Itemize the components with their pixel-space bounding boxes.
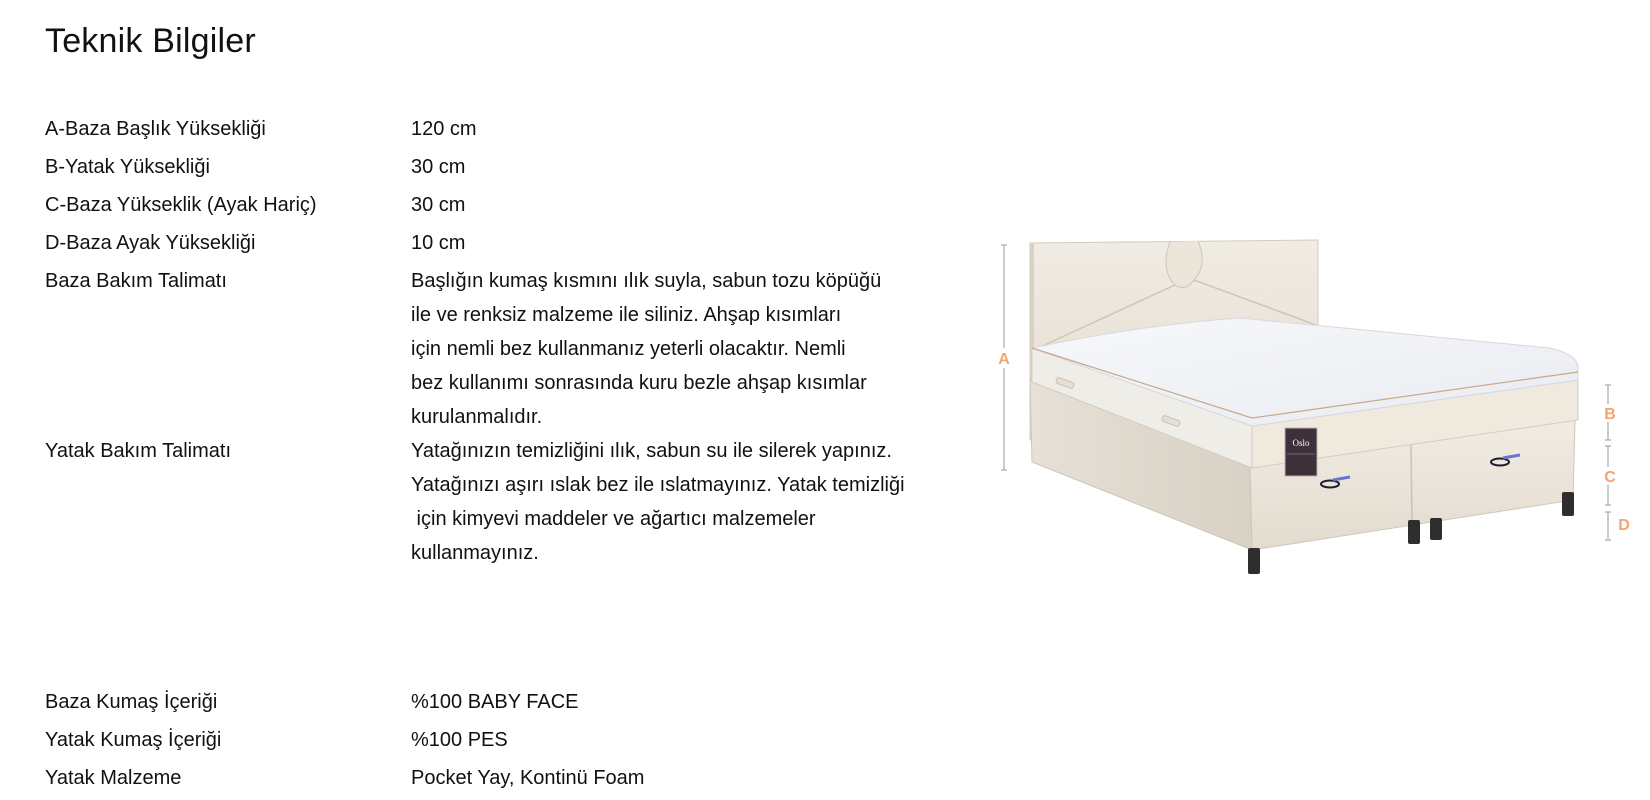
- spec-table: [45, 110, 945, 570]
- bed-leg: [1408, 520, 1420, 544]
- spec-value: Pocket Yay, Kontinü Foam: [411, 767, 645, 789]
- spec-label: Yatak Kumaş İçeriği: [45, 729, 222, 751]
- page-title: Teknik Bilgiler: [45, 22, 256, 60]
- spec-value: %100 PES: [411, 729, 508, 751]
- spec-row-base-fabric: [45, 683, 945, 721]
- spec-value-paragraph: [411, 434, 941, 570]
- spec-row-headboard-height: [45, 110, 945, 148]
- spec-label: D-Baza Ayak Yüksekliği: [45, 232, 256, 254]
- paragraph-line: kurulanmalıdır.: [411, 406, 543, 428]
- spec-label: Baza Kumaş İçeriği: [45, 691, 218, 713]
- bed-dimension-diagram: [990, 230, 1650, 600]
- dimension-label-c: C: [1604, 469, 1616, 486]
- paragraph-line: ile ve renksiz malzeme ile siliniz. Ahşap kısımları: [411, 304, 842, 326]
- spec-value: 30 cm: [411, 194, 466, 216]
- dimension-label-d: D: [1618, 517, 1630, 534]
- paragraph-line: için kimyevi maddeler ve ağartıcı malzemeler: [411, 508, 816, 530]
- spec-row-leg-height: [45, 224, 945, 262]
- spec-row-mattress-height: [45, 148, 945, 186]
- paragraph-line: Başlığın kumaş kısmını ılık suyla, sabun tozu köpüğü: [411, 270, 882, 292]
- paragraph-line: için nemli bez kullanmanız yeterli olacaktır. Nemli: [411, 338, 846, 360]
- dimension-label-a: A: [998, 351, 1010, 368]
- spec-row-mattress-material: [45, 759, 945, 797]
- spec-row-mattress-fabric: [45, 721, 945, 759]
- dimension-label-b: B: [1604, 406, 1616, 423]
- bed-illustration: [990, 230, 1650, 600]
- product-tag-text: Oslo: [1292, 438, 1310, 448]
- spec-value: 30 cm: [411, 156, 466, 178]
- bed-leg: [1562, 492, 1574, 516]
- bed-leg: [1248, 548, 1260, 574]
- paragraph-line: Yatağınızın temizliğini ılık, sabun su ile silerek yapınız.: [411, 440, 892, 462]
- material-table: [45, 683, 945, 797]
- dimension-d: [1605, 512, 1630, 540]
- product-tag: [1285, 428, 1317, 476]
- spec-label: Baza Bakım Talimatı: [45, 270, 227, 292]
- dimension-b: [1601, 385, 1617, 440]
- spec-value: %100 BABY FACE: [411, 691, 579, 713]
- dimension-a: [996, 245, 1012, 470]
- spec-row-base-height: [45, 186, 945, 224]
- spec-label: Yatak Malzeme: [45, 767, 182, 789]
- spec-label: Yatak Bakım Talimatı: [45, 440, 231, 462]
- spec-label: A-Baza Başlık Yüksekliği: [45, 118, 266, 140]
- spec-value: 120 cm: [411, 118, 477, 140]
- spec-row-mattress-care: [45, 434, 945, 570]
- spec-label: B-Yatak Yüksekliği: [45, 156, 210, 178]
- spec-value: 10 cm: [411, 232, 466, 254]
- paragraph-line: Yatağınızı aşırı ıslak bez ile ıslatmayınız. Yatak temizliği: [411, 474, 905, 496]
- spec-value-paragraph: [411, 264, 941, 434]
- spec-label: C-Baza Yükseklik (Ayak Hariç): [45, 194, 317, 216]
- spec-row-base-care: [45, 264, 945, 434]
- paragraph-line: kullanmayınız.: [411, 542, 539, 564]
- paragraph-line: bez kullanımı sonrasında kuru bezle ahşap kısımlar: [411, 372, 867, 394]
- dimension-c: [1601, 446, 1617, 505]
- bed-leg: [1430, 518, 1442, 540]
